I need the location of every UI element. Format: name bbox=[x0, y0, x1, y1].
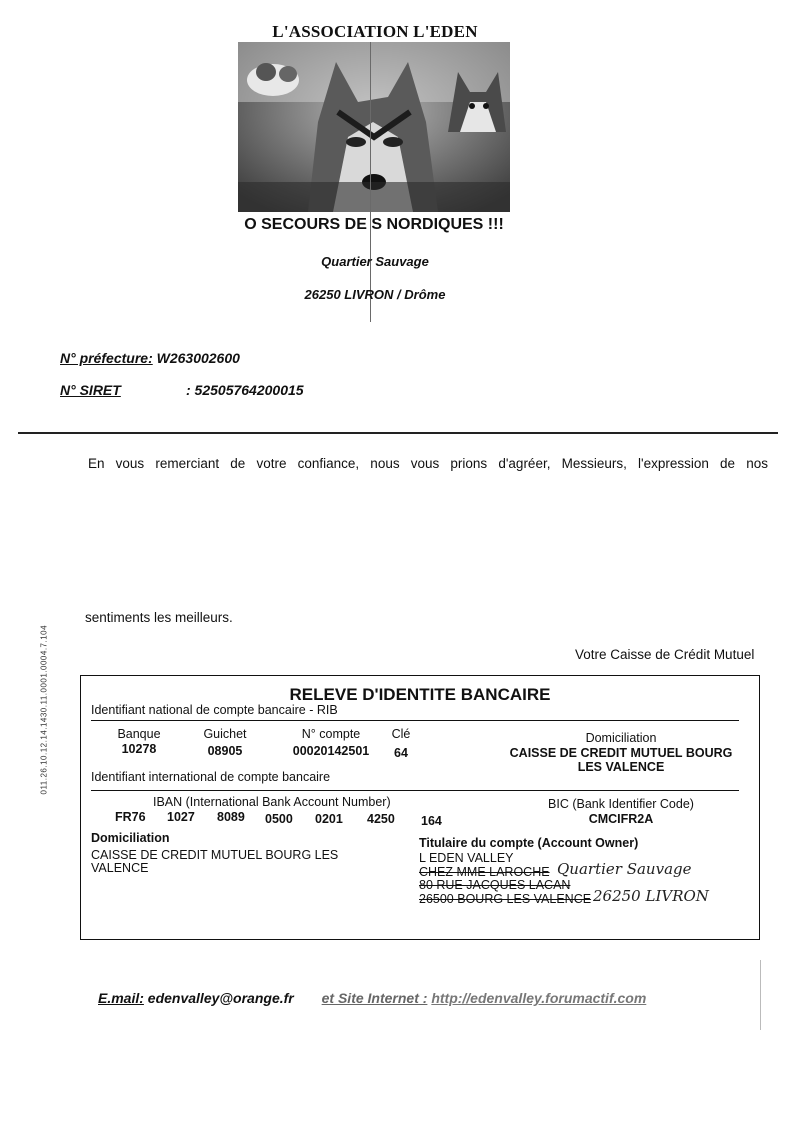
handwritten-address-1: Quartier Sauvage bbox=[557, 860, 692, 878]
owner-label: Titulaire du compte (Account Owner) bbox=[419, 836, 639, 850]
address-line-1: Quartier Sauvage bbox=[321, 254, 429, 269]
cle-header: Clé bbox=[391, 727, 411, 741]
iban-part-7: 164 bbox=[421, 814, 442, 828]
letter-paragraph: En vous remerciant de votre confiance, nous vous prions d'agréer, Messieurs, l'expression de nos bbox=[88, 456, 768, 471]
compte-value: 00020142501 bbox=[292, 744, 370, 758]
address-line-2: 26250 LIVRON / Drôme bbox=[304, 287, 446, 302]
domiciliation-value-1: CAISSE DE CREDIT MUTUEL BOURG bbox=[509, 746, 733, 760]
siret-value: : 52505764200015 bbox=[186, 382, 304, 398]
iban-part-5: 0201 bbox=[315, 812, 343, 826]
margin-line bbox=[760, 960, 761, 1030]
letter-closing: sentiments les meilleurs. bbox=[85, 610, 233, 625]
international-id-label: Identifiant international de compte bancaire bbox=[91, 770, 331, 784]
banque-header: Banque bbox=[117, 727, 161, 741]
owner-name: L EDEN VALLEY bbox=[419, 851, 514, 865]
rib-title: RELEVE D'IDENTITE BANCAIRE bbox=[289, 685, 551, 704]
domiciliation-value-2: LES VALENCE bbox=[577, 760, 665, 774]
guichet-value: 08905 bbox=[207, 744, 243, 758]
domiciliation-line-1: CAISSE DE CREDIT MUTUEL BOURG LES bbox=[91, 848, 339, 862]
owner-struck-2: 80 RUE JACQUES LACAN bbox=[419, 878, 571, 892]
rib-rule-2 bbox=[91, 790, 739, 791]
separator-rule bbox=[18, 432, 778, 434]
domiciliation-label: Domiciliation bbox=[91, 831, 170, 845]
bic-label: BIC (Bank Identifier Code) bbox=[548, 797, 694, 811]
domiciliation-line-2: VALENCE bbox=[91, 861, 149, 875]
rib-rule-1 bbox=[91, 720, 739, 721]
email-value[interactable]: edenvalley@orange.fr bbox=[147, 990, 294, 1006]
siret-label: N° SIRET bbox=[60, 382, 121, 398]
prefecture-line bbox=[60, 350, 240, 366]
husky-photo bbox=[238, 42, 510, 212]
owner-struck-1: CHEZ MME LAROCHE bbox=[419, 865, 550, 879]
rib-box bbox=[80, 675, 760, 940]
iban-part-3: 8089 bbox=[217, 810, 245, 824]
bank-signature: Votre Caisse de Crédit Mutuel bbox=[575, 647, 755, 662]
site-label: et Site Internet : bbox=[321, 990, 428, 1006]
iban-part-2: 1027 bbox=[167, 810, 195, 824]
margin-code: 011.26.10.12.14.1430.11.0001.0004.7.104 bbox=[39, 624, 49, 795]
fold-line bbox=[370, 42, 371, 322]
association-name: L'ASSOCIATION L'EDEN bbox=[272, 22, 478, 41]
guichet-header: Guichet bbox=[203, 727, 247, 741]
handwritten-address-2: 26250 LIVRON bbox=[593, 887, 709, 905]
prefecture-label: N° préfecture: bbox=[60, 350, 153, 366]
prefecture-value: W263002600 bbox=[156, 350, 240, 366]
siret-label-line bbox=[60, 382, 121, 398]
iban-part-6: 4250 bbox=[367, 812, 395, 826]
banque-value: 10278 bbox=[121, 742, 157, 756]
slogan: O SECOURS DE S NORDIQUES !!! bbox=[244, 216, 504, 233]
domiciliation-header: Domiciliation bbox=[585, 731, 657, 745]
owner-struck-3: 26500 BOURG LES VALENCE bbox=[419, 892, 592, 906]
iban-part-1: FR76 bbox=[115, 810, 146, 824]
bic-value: CMCIFR2A bbox=[588, 812, 654, 826]
site-link[interactable]: http://edenvalley.forumactif.com bbox=[431, 990, 647, 1006]
iban-label: IBAN (International Bank Account Number) bbox=[153, 795, 391, 809]
iban-part-4: 0500 bbox=[265, 812, 293, 826]
email-label: E.mail: bbox=[98, 990, 144, 1006]
husky-illustration bbox=[238, 42, 510, 212]
footer-contact bbox=[98, 990, 646, 1006]
national-id-label: Identifiant national de compte bancaire - RIB bbox=[91, 703, 338, 717]
compte-header: N° compte bbox=[301, 727, 361, 741]
cle-value: 64 bbox=[394, 746, 408, 760]
